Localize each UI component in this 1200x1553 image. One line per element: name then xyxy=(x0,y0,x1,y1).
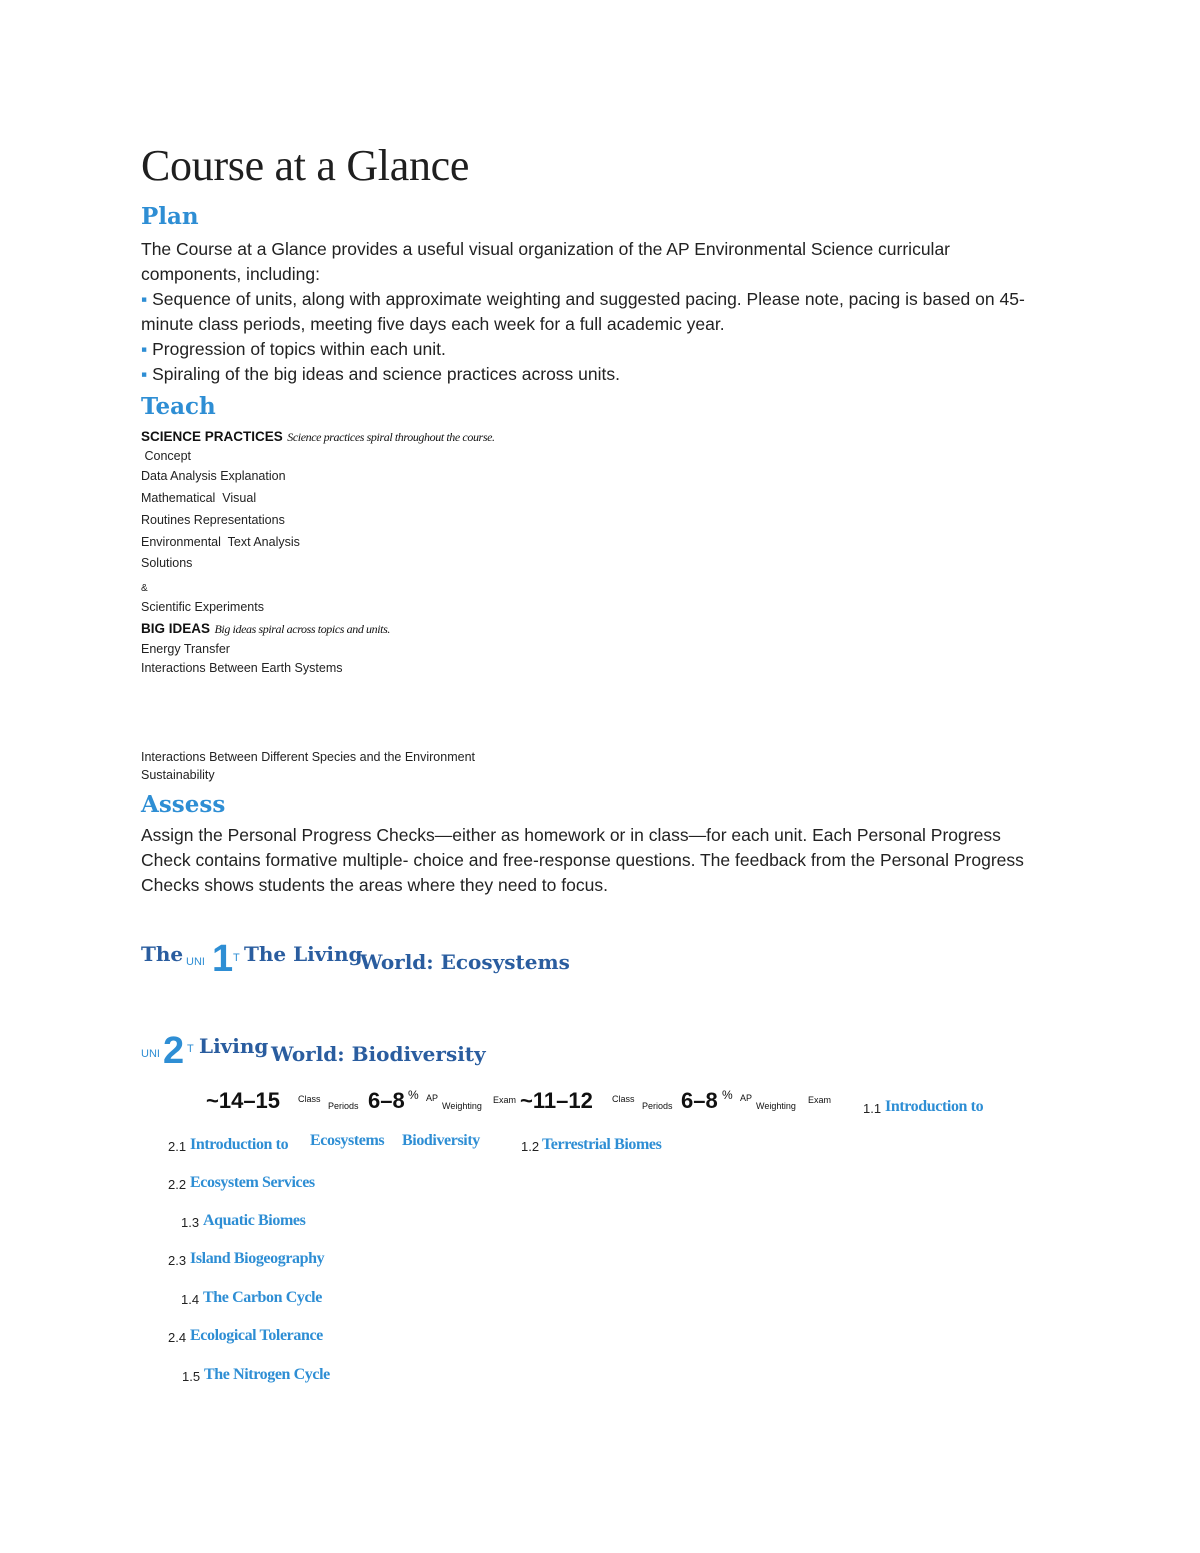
topic-2-1: Introduction to xyxy=(190,1136,289,1153)
assess-text: Assign the Personal Progress Checks—either as homework or in class—for each unit. Each Personal Progress Check contains formative multiple- choice and free-response questions. The feedback from the Personal Progress Checks shows students the areas where they need to focus. xyxy=(141,825,1024,895)
unit2-number: 2 xyxy=(163,1030,185,1072)
unit1-weighting: 6–8 xyxy=(368,1088,405,1113)
topic-1-2: Terrestrial Biomes xyxy=(542,1136,662,1153)
topic-number: 1.1 xyxy=(863,1101,882,1116)
plan-bullet-text: Spiraling of the big ideas and science practices across units. xyxy=(152,364,620,384)
unit1-word-b: T xyxy=(233,952,240,964)
unit2-weighting: 6–8 xyxy=(681,1088,718,1113)
plan-intro: The Course at a Glance provides a useful visual organization of the AP Environmental Science curricular components, including: xyxy=(141,239,950,284)
big-ideas-note: Big ideas spiral across topics and units. xyxy=(214,622,390,636)
unit2-name-b: World: Biodiversity xyxy=(271,1042,486,1066)
topic-2-2: Ecosystem Services xyxy=(190,1174,315,1191)
unit2-word-a: UNI xyxy=(141,1048,160,1060)
topic-number: 2.4 xyxy=(168,1330,187,1345)
assess-heading: Assess xyxy=(141,791,226,818)
unit2-word-b: T xyxy=(187,1043,194,1055)
unit1-lead: The xyxy=(141,942,184,966)
exam-label: Exam xyxy=(493,1095,517,1105)
big-idea-item: Sustainability xyxy=(141,768,215,782)
unit1-number: 1 xyxy=(212,938,234,980)
topic-number: 2.3 xyxy=(168,1253,187,1268)
practice-line: Environmental Text Analysis xyxy=(141,535,300,549)
topic-2-3: Island Biogeography xyxy=(190,1250,325,1267)
topic-number: 1.2 xyxy=(521,1139,540,1154)
unit1-class-periods: ~14–15 xyxy=(206,1088,281,1113)
big-idea-item: Energy Transfer xyxy=(141,642,230,656)
topic-number: 2.1 xyxy=(168,1139,187,1154)
ap-label: AP xyxy=(426,1093,439,1103)
class-label: Class xyxy=(298,1094,321,1104)
unit2-class-periods: ~11–12 xyxy=(520,1088,593,1113)
periods-label: Periods xyxy=(642,1101,673,1111)
practice-line: Mathematical Visual xyxy=(141,491,257,505)
topic-number: 1.4 xyxy=(181,1292,200,1307)
practice-line: & xyxy=(141,583,148,594)
periods-label: Periods xyxy=(328,1101,359,1111)
topic-1-1: Introduction to xyxy=(885,1098,984,1115)
science-practices-note: Science practices spiral throughout the course. xyxy=(287,430,495,444)
weighting-label: Weighting xyxy=(756,1101,796,1111)
topic-number: 1.3 xyxy=(181,1215,200,1230)
plan-bullet-1 xyxy=(141,287,1041,337)
topic-continuation-ecosystems: Ecosystems xyxy=(310,1132,385,1149)
topic-continuation-biodiversity: Biodiversity xyxy=(402,1132,480,1149)
page-title: Course at a Glance xyxy=(141,141,470,190)
class-label: Class xyxy=(612,1094,635,1104)
topic-1-5: The Nitrogen Cycle xyxy=(204,1366,330,1383)
practice-line: Scientific Experiments xyxy=(141,600,264,614)
bullet-marker: ▪ xyxy=(141,339,148,359)
bullet-marker: ▪ xyxy=(141,289,148,309)
ap-label: AP xyxy=(740,1093,753,1103)
practice-line: Concept xyxy=(141,449,192,463)
plan-bullet-text: Progression of topics within each unit. xyxy=(152,339,446,359)
big-ideas-line xyxy=(141,620,390,638)
practice-line: Solutions xyxy=(141,556,193,570)
topic-2-4: Ecological Tolerance xyxy=(190,1327,323,1344)
plan-bullet-text: Sequence of units, along with approximate weighting and suggested pacing. Please note, pacing is based on 45-minute class periods, meeting five days each week for a full academic year. xyxy=(141,289,1025,334)
unit1-word-a: UNI xyxy=(186,956,205,968)
unit2-name-a: Living xyxy=(199,1034,269,1058)
topic-1-4: The Carbon Cycle xyxy=(203,1289,322,1306)
practice-line: Data Analysis Explanation xyxy=(141,469,286,483)
topic-number: 2.2 xyxy=(168,1177,187,1192)
percent-sign: % xyxy=(408,1088,419,1102)
plan-heading: Plan xyxy=(141,203,199,230)
percent-sign: % xyxy=(722,1088,733,1102)
big-idea-item: Interactions Between Different Species and the Environment xyxy=(141,750,475,764)
plan-bullet-2 xyxy=(141,337,1041,362)
topic-number: 1.5 xyxy=(182,1369,201,1384)
exam-label: Exam xyxy=(808,1095,832,1105)
bullet-marker: ▪ xyxy=(141,364,148,384)
science-practices-label: SCIENCE PRACTICES xyxy=(141,429,283,444)
science-practices-line xyxy=(141,428,495,446)
unit1-name-a: The Living xyxy=(244,942,363,966)
weighting-label: Weighting xyxy=(442,1101,482,1111)
topic-1-3: Aquatic Biomes xyxy=(203,1212,306,1229)
big-ideas-label: BIG IDEAS xyxy=(141,621,211,636)
unit1-name-b: World: Ecosystems xyxy=(360,950,570,974)
plan-bullet-3 xyxy=(141,362,1041,387)
big-idea-item: Interactions Between Earth Systems xyxy=(141,661,343,675)
teach-heading: Teach xyxy=(141,393,216,420)
practice-line: Routines Representations xyxy=(141,513,285,527)
